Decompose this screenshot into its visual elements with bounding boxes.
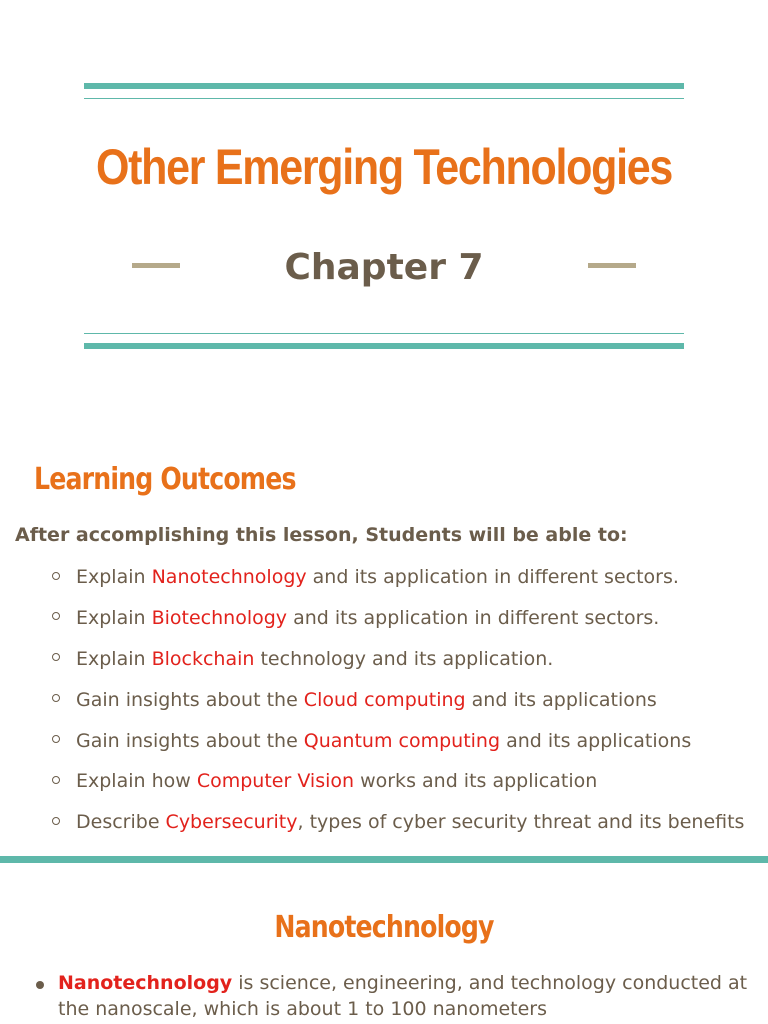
item-term: Cybersecurity [165, 811, 298, 834]
hollow-bullet-icon [52, 694, 60, 702]
item-text: , types of cyber security threat and its benefits [297, 811, 745, 834]
bottom-thick-rule [84, 343, 684, 349]
list-item [52, 766, 744, 807]
learning-outcomes-heading: Learning Outcomes [34, 462, 296, 497]
list-item [52, 685, 744, 726]
chapter-subtitle: Chapter 7 [284, 247, 484, 288]
bullet-dot-icon [36, 981, 44, 989]
item-term: Nanotechnology [151, 566, 307, 588]
item-term: Quantum computing [303, 729, 501, 752]
hollow-bullet-icon [52, 612, 60, 620]
slide-divider [0, 856, 768, 863]
list-item [52, 644, 744, 685]
nanotechnology-heading: Nanotechnology [274, 910, 494, 945]
outcomes-intro: After accomplishing this lesson, Students will be able to: [15, 524, 628, 546]
item-text: Gain insights about the [76, 729, 304, 752]
right-dash-ornament [588, 263, 636, 268]
hollow-bullet-icon [52, 776, 60, 784]
item-text: technology and its application. [254, 647, 554, 670]
item-term: Computer Vision [196, 770, 355, 793]
list-item [52, 603, 744, 644]
hollow-bullet-icon [52, 572, 60, 580]
hollow-bullet-icon [52, 817, 60, 825]
top-thin-rule [84, 98, 684, 99]
item-term: Cloud computing [303, 688, 466, 711]
item-text: and its application in different sectors. [306, 566, 679, 588]
item-term: Biotechnology [151, 606, 288, 629]
hollow-bullet-icon [52, 653, 60, 661]
nanotechnology-definition [58, 970, 758, 1022]
hollow-bullet-icon [52, 735, 60, 743]
list-item [52, 726, 744, 767]
list-item [52, 562, 744, 603]
item-text: Explain [76, 566, 152, 588]
item-text: and its applications [465, 688, 657, 711]
item-text: and its applications [500, 729, 692, 752]
item-text: Explain how [76, 770, 197, 793]
item-text: Explain [76, 647, 152, 670]
slide-title: Other Emerging Technologies [95, 139, 673, 195]
top-thick-rule [84, 83, 684, 89]
item-text: Gain insights about the [76, 688, 304, 711]
item-text: Explain [76, 606, 152, 629]
item-text: works and its application [354, 770, 598, 793]
item-term: Blockchain [151, 647, 255, 670]
item-text: and its application in different sectors. [287, 606, 660, 629]
item-text: Describe [76, 811, 166, 834]
list-item [52, 807, 744, 848]
outcomes-list [52, 562, 744, 848]
definition-text: is science, engineering, and technology conducted at the nanoscale, which is about 1 to 100 nanometers [58, 972, 748, 1020]
bottom-thin-rule [84, 333, 684, 334]
definition-term: Nanotechnology [58, 972, 233, 994]
